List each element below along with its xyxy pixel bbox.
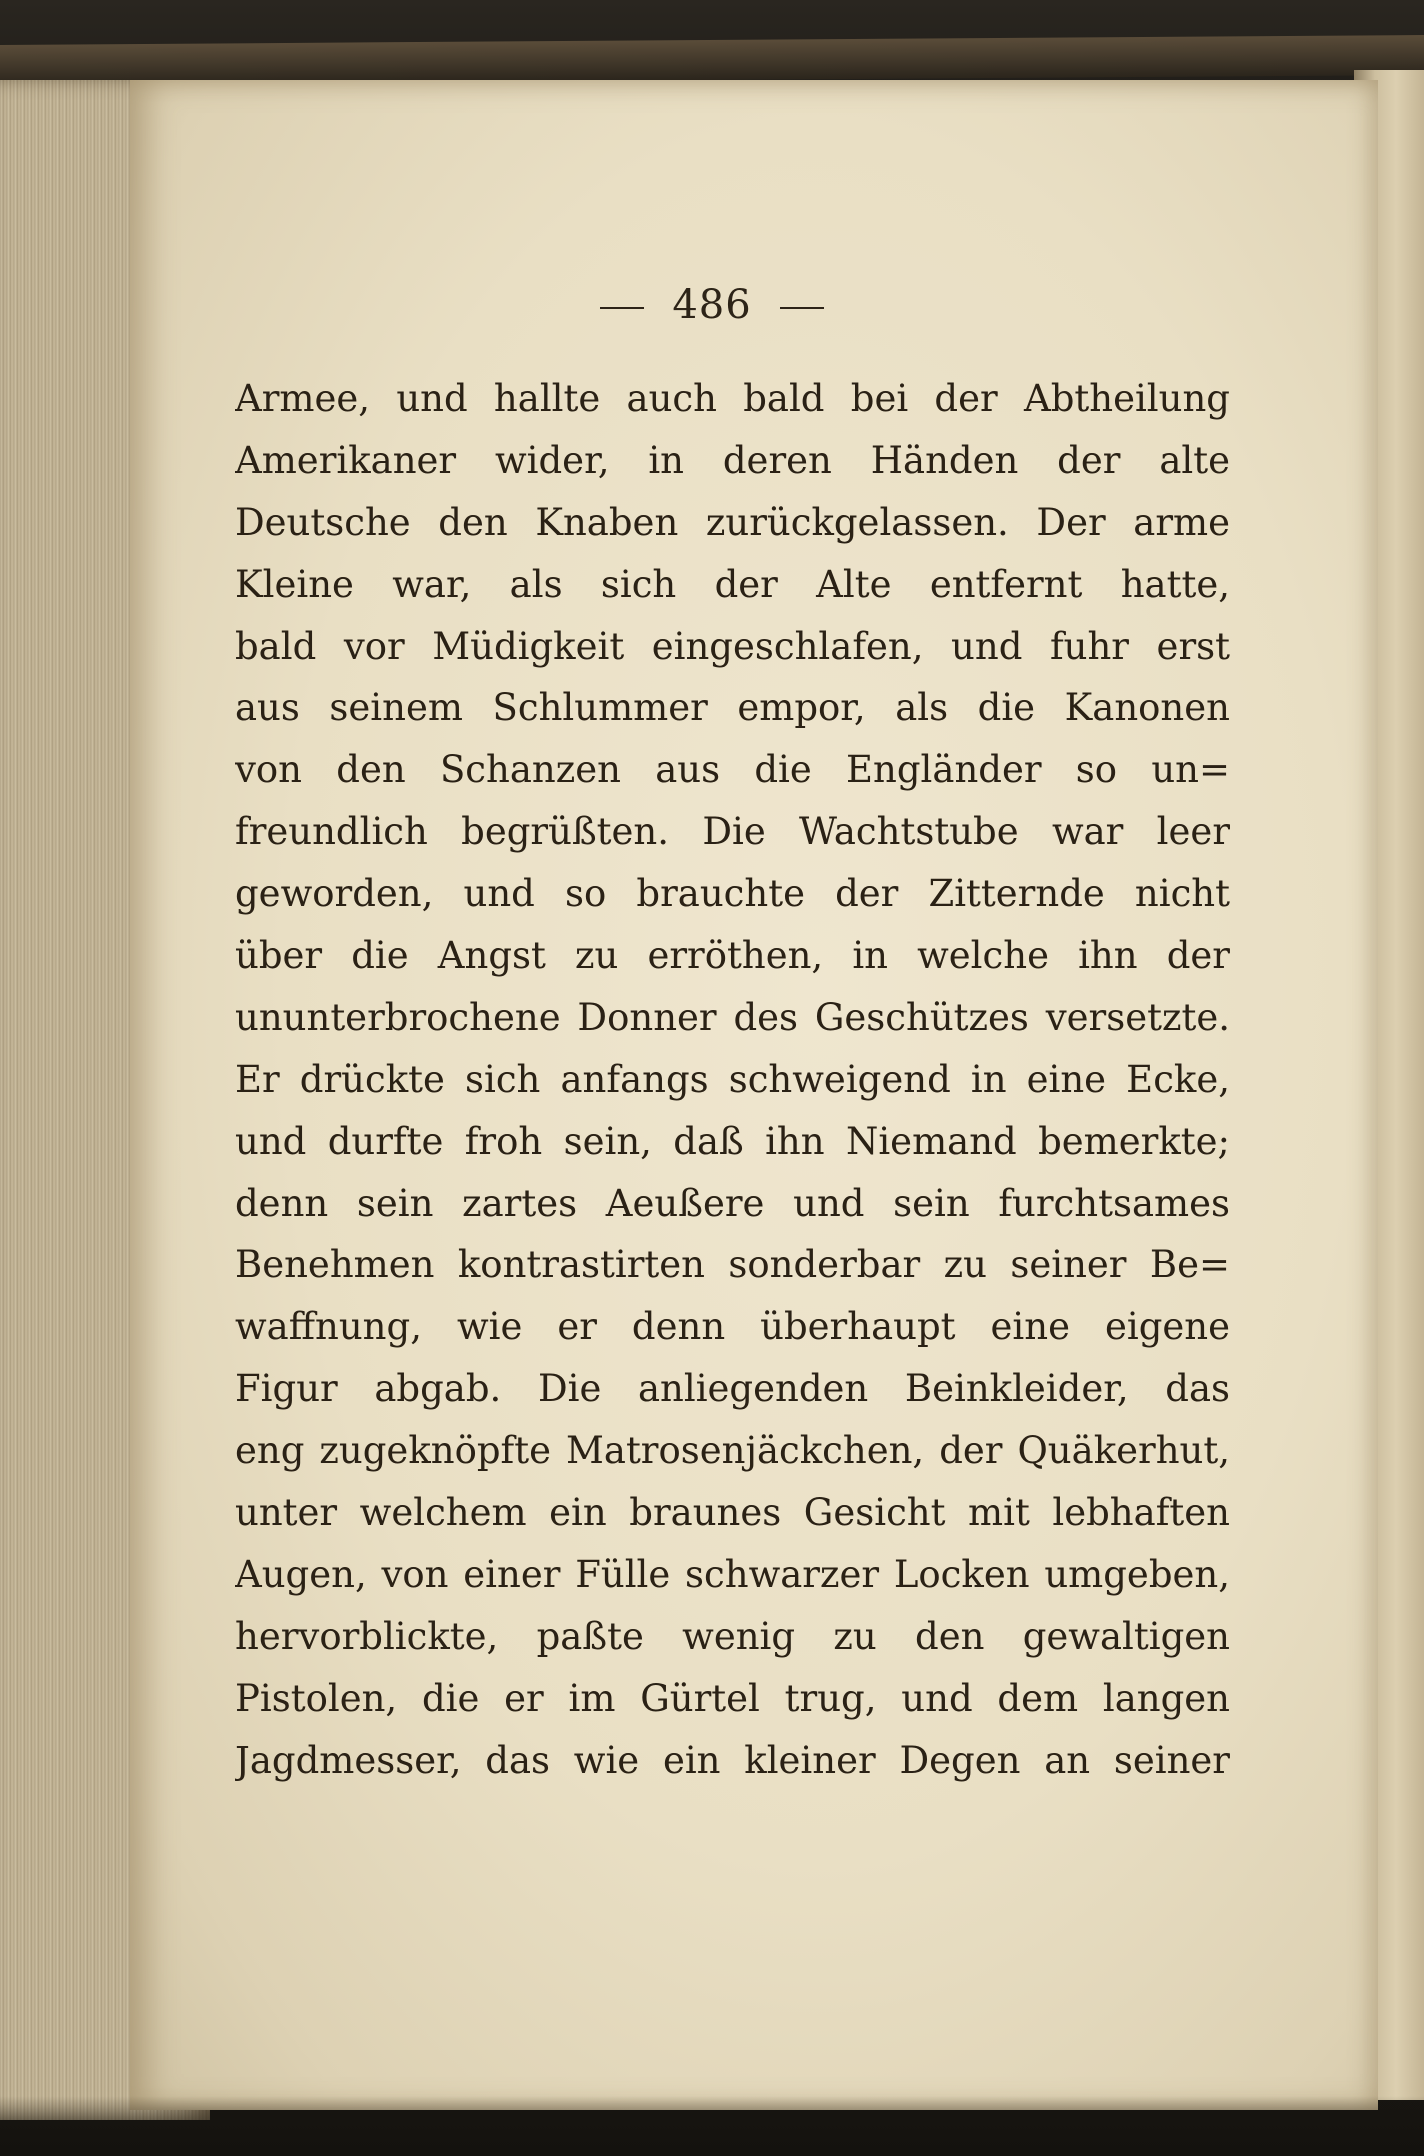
text-line: hervorblickte, paßte wenig zu den gewaltigen (235, 1614, 1230, 1658)
text-line: geworden, und so brauchte der Zitternde nicht (235, 872, 1230, 916)
text-line: aus seinem Schlummer empor, als die Kanonen (235, 686, 1230, 730)
text-line: von den Schanzen aus die Engländer so un= (235, 748, 1230, 792)
text-line: bald vor Müdigkeit eingeschlafen, und fuhr erst (235, 624, 1230, 668)
page-number-dash-left (600, 307, 644, 309)
page-number (0, 282, 1424, 328)
text-line: und durfte froh sein, daß ihn Niemand bemerkte; (235, 1119, 1230, 1163)
text-line: Er drückte sich anfangs schweigend in eine Ecke, (235, 1057, 1230, 1101)
page-number-value: 486 (672, 282, 752, 328)
text-line: Benehmen kontrastirten sonderbar zu seiner Be= (235, 1243, 1230, 1287)
bottom-shadow (0, 2096, 1424, 2156)
text-line: Kleine war, als sich der Alte entfernt hatte, (235, 562, 1230, 606)
page-number-dash-right (780, 307, 824, 309)
text-line: Jagdmesser, das wie ein kleiner Degen an seiner (235, 1738, 1230, 1782)
text-line: eng zugeknöpfte Matrosenjäckchen, der Quäkerhut, (235, 1429, 1230, 1473)
text-line: Amerikaner wider, in deren Händen der alte (235, 438, 1230, 482)
text-line: freundlich begrüßten. Die Wachtstube war leer (235, 810, 1230, 854)
text-line: Augen, von einer Fülle schwarzer Locken umgeben, (235, 1552, 1230, 1596)
body-text (235, 368, 1230, 1791)
text-line: waffnung, wie er denn überhaupt eine eigene (235, 1305, 1230, 1349)
text-line: Figur abgab. Die anliegenden Beinkleider, das (235, 1367, 1230, 1411)
book-cover-edge (0, 35, 1424, 85)
text-line: Deutsche den Knaben zurückgelassen. Der arme (235, 500, 1230, 544)
text-line: Armee, und hallte auch bald bei der Abtheilung (235, 377, 1230, 420)
text-line: über die Angst zu erröthen, in welche ihn der (235, 934, 1230, 978)
text-line: denn sein zartes Aeußere und sein furchtsames (235, 1181, 1230, 1225)
text-line: unter welchem ein braunes Gesicht mit lebhaften (235, 1491, 1230, 1535)
text-line: ununterbrochene Donner des Geschützes versetzte. (235, 995, 1230, 1039)
text-line: Pistolen, die er im Gürtel trug, und dem langen (235, 1676, 1230, 1720)
